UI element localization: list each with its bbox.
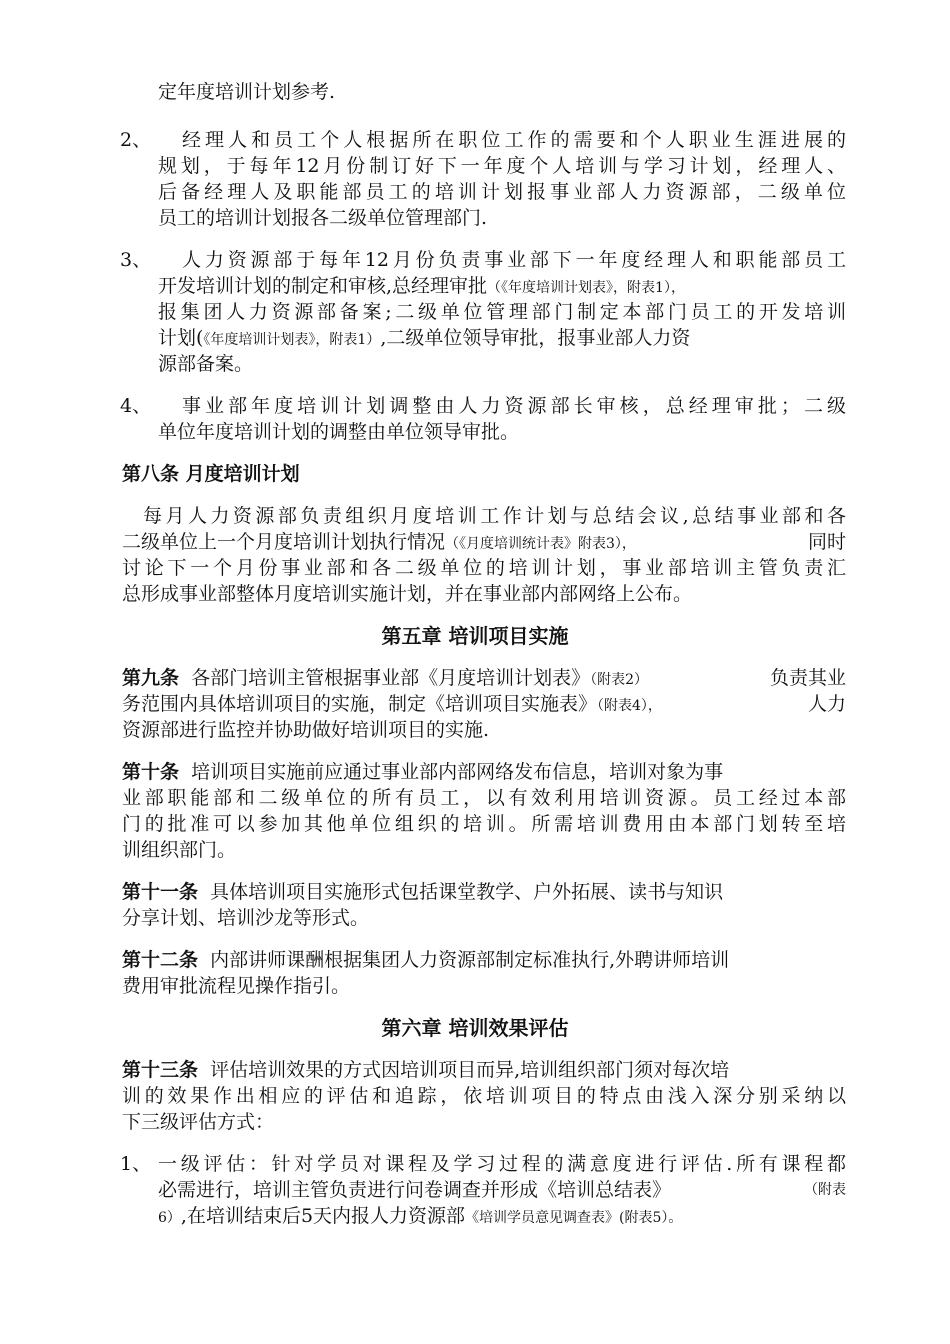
- article-13-line-1: 第十三条 评估培训效果的方式因培训项目而异,培训组织部门须对每次培: [122, 1059, 730, 1081]
- article-8-title: 第八条 月度培训计划: [122, 463, 300, 485]
- article-8-line-3: 讨论下一个月份事业部和各二级单位的培训计划，事业部培训主管负责汇: [122, 557, 846, 579]
- article-12-line-2: 费用审批流程见操作指引。: [122, 975, 351, 997]
- article-13-line-3: 下三级评估方式：: [122, 1111, 275, 1133]
- appendix-ref: （附表: [804, 1182, 846, 1198]
- list-item-number: 3、: [120, 249, 152, 271]
- article-11-line-2: 分享计划、培训沙龙等形式。: [122, 907, 370, 929]
- appendix-ref: 6）: [158, 1210, 181, 1226]
- article-10-line-3: 门的批准可以参加其他单位组织的培训。所需培训费用由本部门划转至培: [122, 813, 846, 835]
- appendix-ref: （附表2）: [590, 672, 649, 688]
- eval-1-line-2: 必需进行，培训主管负责进行问卷调查并形成《培训总结表》 （附表: [158, 1179, 846, 1201]
- list-item-4-line-2: 单位年度培训计划的调整由单位领导审批。: [158, 421, 520, 443]
- article-8-line-1: 每月人力资源部负责组织月度培训工作计划与总结会议,总结事业部和各: [143, 505, 846, 527]
- list-item-2-line-3: 后备经理人及职能部员工的培训计划报事业部人力资源部，二级单位: [158, 181, 846, 203]
- article-8-line-2: 二级单位上一个月度培训计划执行情况（《月度培训统计表》附表3）， 同时: [122, 531, 846, 553]
- list-item-3-line-3: 报集团人力资源部备案;二级单位管理部门制定本部门员工的开发培训: [158, 301, 846, 323]
- document-page: 定年度培训计划参考. 2、 经理人和员工个人根据所在职位工作的需要和个人职业生涯进展的 规划，于每年12月份制订好下一年度个人培训与学习计划，经理人、 后备经理人及职能部员工的培训计划报事业部人力资源部，二级单位 员工的培训计划报各二级单位管理部门. 3、 人力资源部于每年12月份负责事业部下一年度经理人和职能部员工 开发培训计划的制定和审核,总经理审批（《年度培训计划表》，附表1）， 报集团人力资源部备案;二级单位管理部门制定本部门员工的开发培训 计划(《年度培训计划表》，附表1）,二级单位领导审批，报事业部人力资 源部备案。 4、 事业部年度培训计划调整由人力资源部长审核，总经理审批；二级 单位年度培训计划的调整由单位领导审批。 第八条 月度培训计划 每月人力资源部负责组织月度培训工作计划与总结会议,总结事业部和各 二级单位上一个月度培训计划执行情况（《月度培训统计表》附表3）， 同时 讨论下一个月份事业部和各二级单位的培训计划，事业部培训主管负责汇 总形成事业部整体月度培训实施计划，并在事业部内部网络上公布。 第五章 培训项目实施 第九条 各部门培训主管根据事业部《月度培训计划表》（附表2） 负责其业 务范围内具体培训项目的实施，制定《培训项目实施表》（附表4）， 人力 资源部进行监控并协助做好培训项目的实施. 第十条 培训项目实施前应通过事业部内部网络发布信息，培训对象为事 业部职能部和二级单位的所有员工，以有效利用培训资源。员工经过本部 门的批准可以参加其他单位组织的培训。所需培训费用由本部门划转至培 训组织部门。 第十一条 具体培训项目实施形式包括课堂教学、户外拓展、读书与知识 分享计划、培训沙龙等形式。 第十二条 内部讲师课酬根据集团人力资源部制定标准执行,外聘讲师培训 费用审批流程见操作指引。 第六章 培训效果评估 第十三条 评估培训效果的方式因培训项目而异,培训组织部门须对每次培 训的效果作出相应的评估和追踪，依培训项目的特点由浅入深分别采纳以 下三级评估方式： 1、 一级评估：针对学员对课程及学习过程的满意度进行评估.所有课程都 必需进行，培训主管负责进行问卷调查并形成《培训总结表》 （附表 6）,在培训结束后5天内报人力资源部《培训学员意见调查表》(附表5）。: [0, 0, 950, 1344]
- list-item-2-line-2: 规划，于每年12月份制订好下一年度个人培训与学习计划，经理人、: [158, 155, 846, 177]
- article-9-line-1: 第九条 各部门培训主管根据事业部《月度培训计划表》（附表2） 负责其业: [122, 667, 846, 689]
- article-13-line-2: 训的效果作出相应的评估和追踪，依培训项目的特点由浅入深分别采纳以: [122, 1085, 846, 1107]
- article-9-line-3: 资源部进行监控并协助做好培训项目的实施.: [122, 719, 490, 741]
- article-label: 第十条: [122, 761, 180, 783]
- appendix-ref: 《培训学员意见调查表》(附表5）。: [465, 1210, 683, 1226]
- article-label: 第十一条: [122, 881, 199, 903]
- article-10-line-4: 训组织部门。: [122, 839, 237, 861]
- chapter-5-title: 第五章 培训项目实施: [381, 624, 569, 648]
- list-item-number: 1、: [120, 1153, 152, 1175]
- list-item-number: 4、: [120, 395, 152, 417]
- list-item-3-line-2: 开发培训计划的制定和审核,总经理审批（《年度培训计划表》，附表1），: [158, 275, 685, 297]
- article-label: 第十三条: [122, 1059, 199, 1081]
- list-item-3-line-4: 计划(《年度培训计划表》，附表1）,二级单位领导审批，报事业部人力资: [158, 327, 691, 349]
- eval-1-line-3: 6）,在培训结束后5天内报人力资源部《培训学员意见调查表》(附表5）。: [158, 1205, 683, 1227]
- list-item-2-line-4: 员工的培训计划报各二级单位管理部门.: [158, 207, 488, 229]
- intro-tail: 定年度培训计划参考.: [158, 81, 336, 103]
- article-11-line-1: 第十一条 具体培训项目实施形式包括课堂教学、户外拓展、读书与知识: [122, 881, 724, 903]
- list-item-number: 2、: [120, 129, 152, 151]
- appendix-ref: 《年度培训计划表》，附表1）: [203, 332, 381, 348]
- list-item-3-line-5: 源部备案。: [158, 353, 254, 375]
- chapter-6-title: 第六章 培训效果评估: [381, 1016, 569, 1040]
- article-10-line-2: 业部职能部和二级单位的所有员工，以有效利用培训资源。员工经过本部: [122, 787, 846, 809]
- article-8-line-4: 总形成事业部整体月度培训实施计划，并在事业部内部网络上公布。: [122, 583, 693, 605]
- appendix-ref: （《月度培训统计表》附表3），: [445, 536, 636, 552]
- article-9-line-2: 务范围内具体培训项目的实施，制定《培训项目实施表》（附表4）， 人力: [122, 693, 846, 715]
- appendix-ref: （《年度培训计划表》，附表1），: [487, 280, 685, 296]
- article-label: 第九条: [122, 667, 180, 689]
- appendix-ref: （附表4），: [597, 698, 662, 714]
- article-10-line-1: 第十条 培训项目实施前应通过事业部内部网络发布信息，培训对象为事: [122, 761, 724, 783]
- article-12-line-1: 第十二条 内部讲师课酬根据集团人力资源部制定标准执行,外聘讲师培训: [122, 949, 730, 971]
- article-label: 第十二条: [122, 949, 199, 971]
